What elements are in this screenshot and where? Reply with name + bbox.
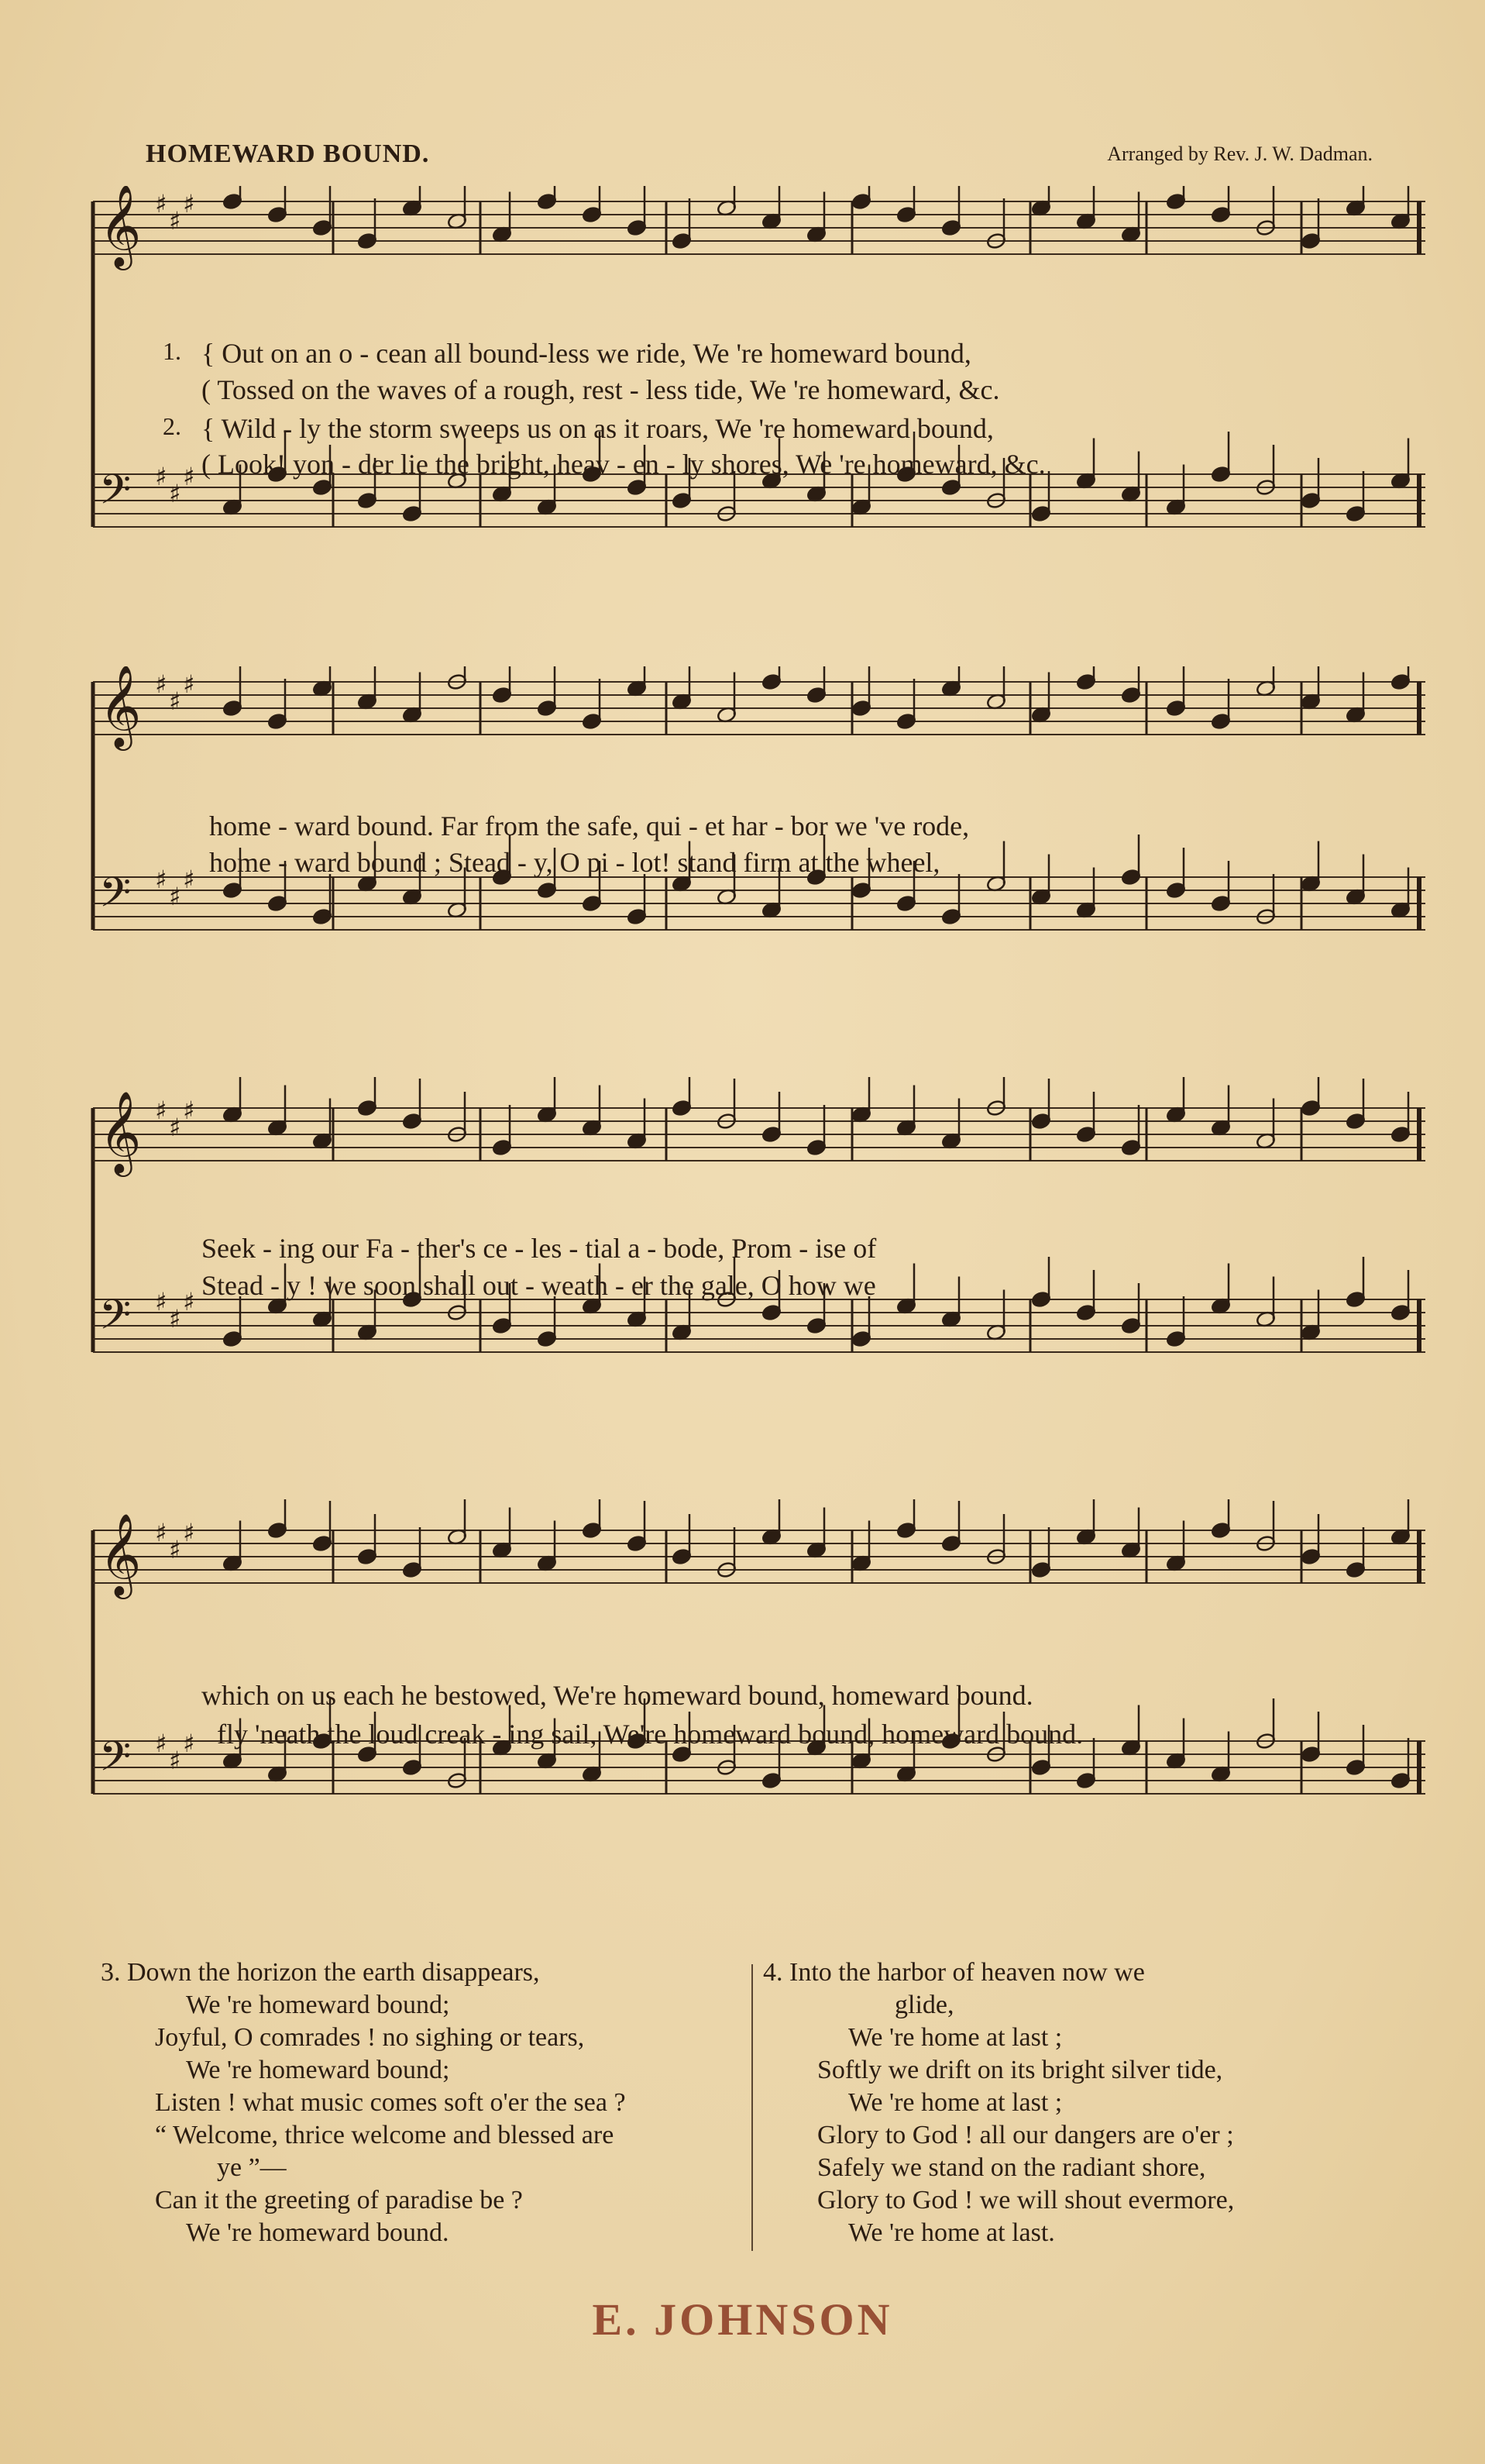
svg-text:♯: ♯ — [169, 1304, 181, 1334]
svg-text:♯: ♯ — [169, 1535, 181, 1564]
column-divider — [751, 1964, 753, 2251]
svg-text:♯: ♯ — [183, 865, 195, 894]
svg-text:𝄞: 𝄞 — [99, 186, 142, 267]
svg-text:𝄞: 𝄞 — [99, 666, 142, 747]
music-system-3 — [77, 1077, 1429, 1457]
svg-text:♯: ♯ — [155, 1287, 167, 1316]
lyric-line: 2. { Wild - ly the storm sweeps us on as it roars, We 're homeward bound, — [163, 412, 994, 444]
svg-text:♯: ♯ — [155, 462, 167, 491]
svg-text:𝄞: 𝄞 — [99, 1512, 142, 1595]
svg-text:𝄞: 𝄞 — [99, 1090, 142, 1173]
svg-text:♯: ♯ — [155, 865, 167, 894]
svg-text:𝄢: 𝄢 — [99, 1733, 132, 1791]
svg-text:♯: ♯ — [183, 1518, 195, 1547]
svg-text:♯: ♯ — [155, 1096, 167, 1125]
svg-text:♯: ♯ — [169, 687, 181, 716]
lyric-line: which on us each he bestowed, We're homeward bound, homeward bound. — [201, 1680, 1033, 1711]
svg-text:♯: ♯ — [169, 1113, 181, 1142]
svg-text:♯: ♯ — [155, 669, 167, 699]
svg-text:♯: ♯ — [183, 669, 195, 699]
music-system-1 — [77, 186, 1429, 639]
lyric-line: ( Tossed on the waves of a rough, rest - less tide, We 're homeward, &c. — [201, 374, 1000, 405]
svg-text:♯: ♯ — [169, 1746, 181, 1775]
lyric-line: 1. { Out on an o - cean all bound-less we ride, We 're homeward bound, — [163, 337, 971, 369]
lyric-line: Stead - y ! we soon shall out - weath - er the gale, O how we — [201, 1270, 876, 1301]
svg-text:♯: ♯ — [183, 1729, 195, 1758]
svg-text:𝄢: 𝄢 — [99, 466, 132, 524]
svg-text:♯: ♯ — [183, 1287, 195, 1316]
svg-text:♯: ♯ — [183, 189, 195, 219]
svg-text:♯: ♯ — [155, 1729, 167, 1758]
lyric-line: home - ward bound. Far from the safe, qui - et har - bor we 've rode, — [209, 810, 970, 841]
music-system-2 — [77, 666, 1429, 1038]
svg-text:♯: ♯ — [169, 206, 181, 236]
verse-3: 3. Down the horizon the earth disappears, We 're homeward bound; Joyful, O comrades ! no sighing or tears, We 're homeward bound; Listen ! what music comes soft o'er the sea ? “ Welcome, thrice welcome and blessed are ye ”— Can it the greeting of paradise be ? We 're homeward bound. — [101, 1958, 626, 2247]
staff-notation — [77, 1077, 1429, 1457]
music-system-4 — [77, 1499, 1429, 1918]
svg-text:♯: ♯ — [169, 882, 181, 911]
verse-number: 2. — [163, 412, 181, 440]
svg-text:♯: ♯ — [183, 1096, 195, 1125]
lyric-line: Seek - ing our Fa - ther's ce - les - tial a - bode, Prom - ise of — [201, 1233, 877, 1264]
svg-text:♯: ♯ — [169, 479, 181, 508]
svg-text:♯: ♯ — [155, 189, 167, 219]
owner-stamp: E. JOHNSON — [592, 2294, 893, 2345]
verse-4: 4. Into the harbor of heaven now we glide, We 're home at last ; Softly we drift on its bright silver tide, We 're home at last ; Glory to God ! all our dangers are o'er ; Safely we stand on the radiant shore, Glory to God ! we will shout evermore, We 're home at last. — [763, 1958, 1235, 2247]
svg-text:♯: ♯ — [155, 1518, 167, 1547]
svg-text:♯: ♯ — [183, 462, 195, 491]
verse-number: 1. — [163, 337, 181, 365]
additional-verses — [93, 1956, 1410, 2259]
svg-text:𝄢: 𝄢 — [99, 1292, 132, 1349]
arranger-credit: Arranged by Rev. J. W. Dadman. — [1107, 143, 1373, 165]
lyric-line: fly 'neath the loud creak - ing sail, We're homeward bound, homeward bound. — [217, 1719, 1084, 1750]
lyric-line: ( Look! yon - der lie the bright, heav - en - ly shores, We 're homeward, &c. — [201, 449, 1046, 480]
svg-text:𝄢: 𝄢 — [99, 869, 132, 927]
hymn-title: HOMEWARD BOUND. — [146, 139, 430, 168]
lyric-line: home - ward bound ; Stead - y, O pi - lot! stand firm at the wheel, — [209, 847, 940, 878]
